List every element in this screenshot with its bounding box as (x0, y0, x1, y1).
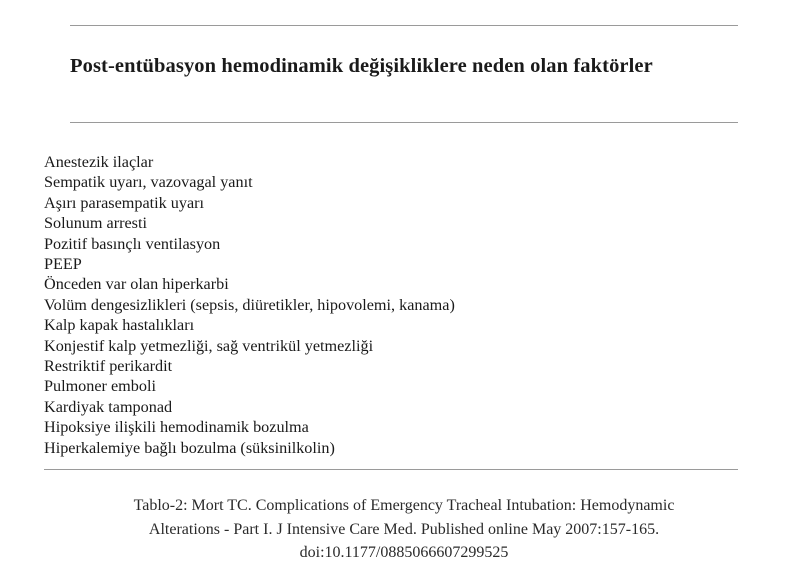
list-item: Anestezik ilaçlar (44, 153, 154, 171)
caption-line: Alterations - Part I. J Intensive Care Med. Published online May 2007:157-165. (148, 520, 660, 538)
list-item: Hipoksiye ilişkili hemodinamik bozulma (44, 418, 309, 437)
list-item: Hiperkalemiye bağlı bozulma (süksinilkolin) (44, 438, 335, 457)
list-item: Sempatik uyarı, vazovagal yanıt (44, 173, 253, 192)
list-item: Kardiyak tamponad (44, 397, 173, 416)
factor-list (44, 152, 455, 458)
caption-line: Tablo-2: Mort TC. Complications of Emergency Tracheal Intubation: Hemodynamic (133, 497, 675, 514)
list-item: Pulmoner emboli (44, 377, 156, 396)
list-item: Önceden var olan hiperkarbi (44, 275, 229, 294)
list-item: Pozitif basınçlı ventilasyon (44, 234, 221, 253)
list-item: PEEP (44, 255, 82, 274)
list-item: Restriktif perikardit (44, 357, 173, 376)
list-item: Solunum arresti (44, 214, 147, 233)
caption-doi: doi:10.1177/0885066607299525 (299, 544, 509, 561)
bottom-divider (44, 469, 738, 470)
list-item: Aşırı parasempatik uyarı (44, 193, 205, 212)
list-item: Konjestif kalp yetmezliği, sağ ventrikül yetmezliği (44, 336, 374, 355)
table-caption (44, 494, 764, 565)
header-divider (70, 122, 738, 123)
table-title: Post-entübasyon hemodinamik değişikliklere neden olan faktörler (70, 55, 653, 77)
list-item: Kalp kapak hastalıkları (44, 316, 195, 335)
list-item: Volüm dengesizlikleri (sepsis, diüretikler, hipovolemi, kanama) (44, 295, 455, 314)
top-divider (70, 25, 738, 26)
